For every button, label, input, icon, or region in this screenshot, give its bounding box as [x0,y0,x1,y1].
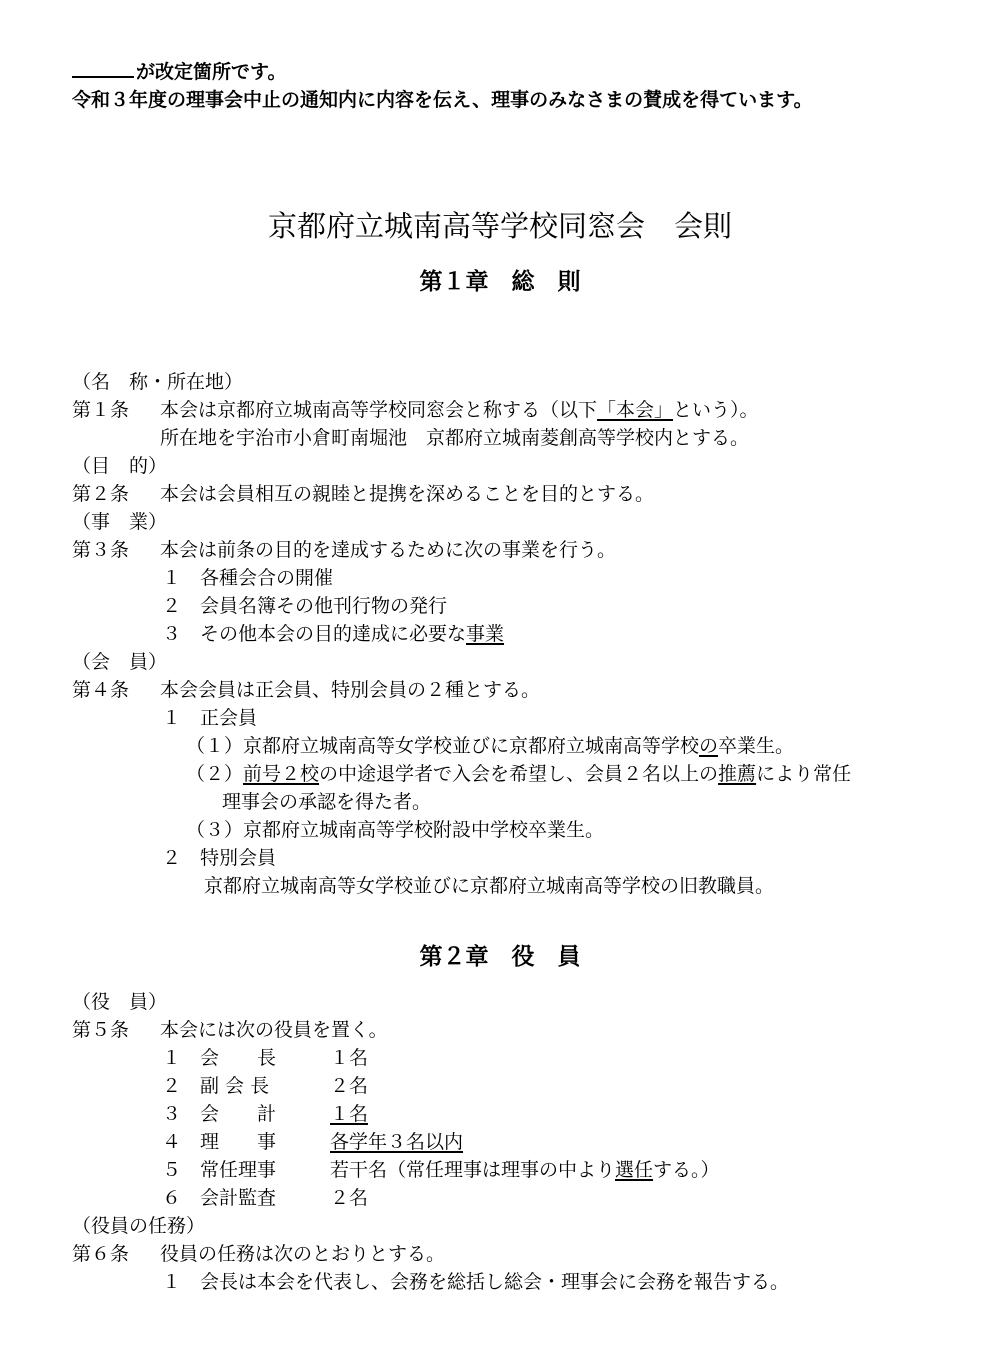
article-2-heading: （目 的） [72,455,168,477]
article-6-heading: （役員の任務） [72,1215,206,1237]
article-1-heading: （名 称・所在地） [72,371,244,393]
article-5-heading: （役 員） [72,991,168,1013]
article-5-label: 第５条 [72,1019,130,1041]
article-3-heading: （事 業） [72,511,168,533]
chapter-2-heading: 第２章 役 員 [419,944,581,970]
article-5-text: 本会には次の役員を置く。 [160,1019,388,1041]
role-name: 理 事 [200,1131,277,1153]
role-count: 各学年３名以内 [330,1131,464,1153]
revision-note: が改定箇所です。 [72,60,286,84]
role-count: １名 [330,1103,369,1125]
article-4-para-2: （２）前号２校の中途退学者で入会を希望し、会員２名以上の推薦により常任 [186,763,852,785]
role-row: ５ [162,1159,182,1181]
article-2-label: 第２条 [72,483,130,505]
role-name: 常任理事 [200,1159,277,1181]
article-3-label: 第３条 [72,539,130,561]
article-3-item-3: ３ その他本会の目的達成に必要な事業 [162,623,505,645]
article-4-label: 第４条 [72,679,130,701]
role-name: 副 会 長 [200,1075,270,1097]
document-title: 京都府立城南高等学校同窓会 会則 [267,209,732,243]
role-row: ６ [162,1187,182,1209]
article-3-item-1: １ 各種会合の開催 [162,567,334,589]
role-count: 若干名（常任理事は理事の中より選任する。） [330,1159,720,1181]
article-6-text: 役員の任務は次のとおりとする。 [160,1243,446,1265]
article-3-text: 本会は前条の目的を達成するために次の事業を行う。 [160,539,617,561]
role-count: ２名 [330,1187,369,1209]
article-4-para-1: （１）京都府立城南高等女学校並びに京都府立城南高等学校の卒業生。 [186,735,795,757]
article-2-text: 本会は会員相互の親睦と提携を深めることを目的とする。 [160,483,655,505]
role-row: １ [162,1047,182,1069]
underline-sample [72,62,134,78]
article-4-para-2-cont: 理事会の承認を得た者。 [222,791,432,813]
article-6-label: 第６条 [72,1243,130,1265]
role-row: ４ [162,1131,182,1153]
article-1-text: 本会は京都府立城南高等学校同窓会と称する（以下「本会」という）。 [160,399,759,421]
role-name: 会計監査 [200,1187,277,1209]
article-1-label: 第１条 [72,399,130,421]
article-4-text: 本会会員は正会員、特別会員の２種とする。 [160,679,541,701]
role-name: 会 長 [200,1047,277,1069]
role-name: 会 計 [200,1103,277,1125]
article-6-item-1: １ 会長は本会を代表し、会務を総括し総会・理事会に会務を報告する。 [162,1271,790,1293]
chapter-1-heading: 第１章 総 則 [419,269,581,295]
article-4-sub-1: １ 正会員 [162,707,258,729]
article-4-sub-2-text: 京都府立城南高等女学校並びに京都府立城南高等学校の旧教職員。 [204,875,775,897]
role-count: ２名 [330,1075,369,1097]
role-row: ２ [162,1075,182,1097]
article-3-item-2: ２ 会員名簿その他刊行物の発行 [162,595,448,617]
article-4-para-3: （３）京都府立城南高等学校附設中学校卒業生。 [186,819,605,841]
article-1-location: 所在地を宇治市小倉町南堀池 京都府立城南菱創高等学校内とする。 [160,427,750,449]
article-4-sub-2: ２ 特別会員 [162,847,277,869]
role-row: ３ [162,1103,182,1125]
approval-note: 令和３年度の理事会中止の通知内に内容を伝え、理事のみなさまの賛成を得ています。 [72,89,813,111]
article-4-heading: （会 員） [72,651,168,673]
role-count: １名 [330,1047,369,1069]
